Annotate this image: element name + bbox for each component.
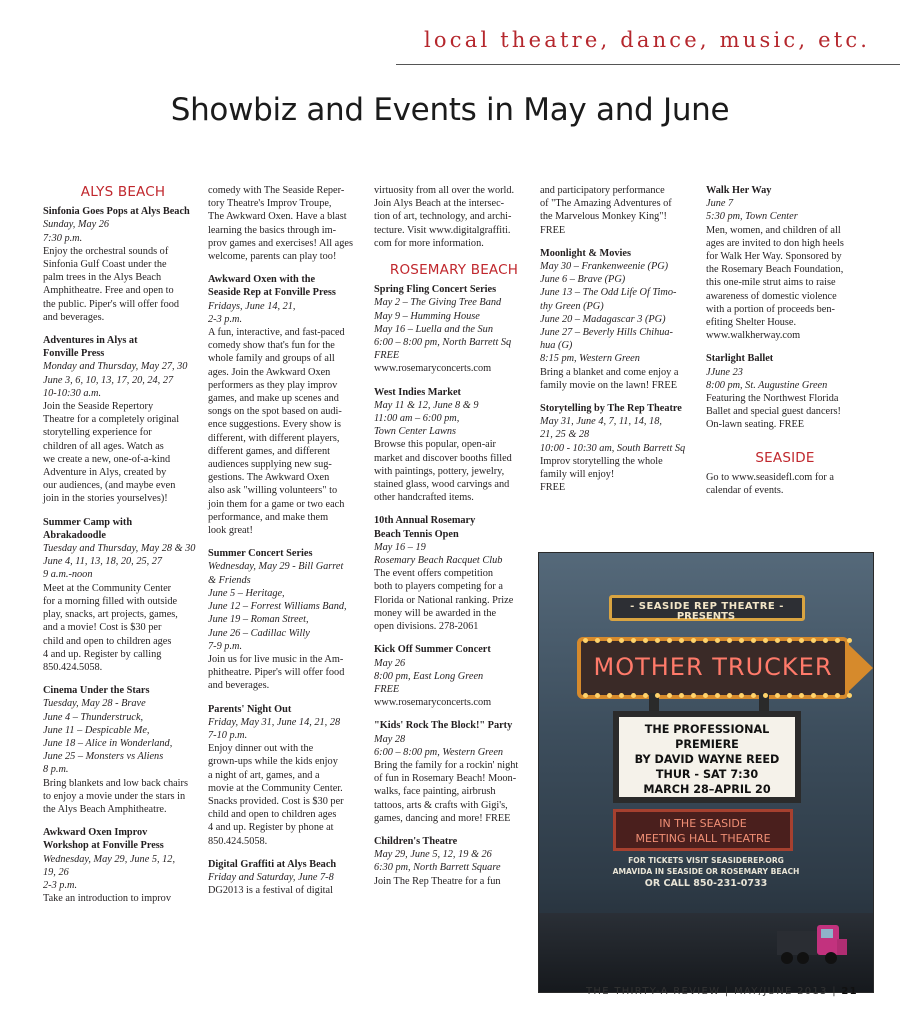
event-listing bbox=[374, 514, 534, 633]
event-date-time: Wednesday, May 29, June 5, 12, 19, 26 2-3 p.m. bbox=[43, 853, 176, 891]
column-1 bbox=[43, 186, 203, 915]
event-date-time: Friday and Saturday, June 7-8 bbox=[208, 871, 334, 883]
event-date-time: May 28 6:00 – 8:00 pm, Western Green bbox=[374, 733, 504, 758]
event-date-time: JJune 23 8:00 pm, St. Augustine Green bbox=[706, 366, 828, 391]
marquee-bulb bbox=[835, 693, 840, 698]
event-title: Walk Her Way bbox=[706, 185, 772, 196]
ticket-line: OR CALL 850-231-0733 bbox=[644, 878, 768, 889]
event-date-time: June 7 5:30 pm, Town Center bbox=[706, 198, 798, 223]
marquee-bulb bbox=[691, 638, 696, 643]
event-listing bbox=[374, 643, 534, 709]
event-date-time: May 16 – 19 Rosemary Beach Racquet Club bbox=[374, 541, 503, 567]
event-date-time: May 29, June 5, 12, 19 & 26 6:30 pm, North Barrett Square bbox=[374, 849, 501, 874]
event-date-time: Friday, May 31, June 14, 21, 28 7-10 p.m. bbox=[208, 716, 341, 741]
event-date-time: Tuesday, May 28 - Brave June 4 – Thunderstruck, June 11 – Despicable Me, June 18 – Alice in Wonderland, June 25 – Monsters vs Aliens 8 p.m. bbox=[43, 698, 173, 776]
event-description: Men, women, and children of all ages are invited to don high heels for Walk Her Way. Sponsored by the Rosemary Beach Foundation, this one-mile strut aims to raise awareness of domestic violence with a portion of proceeds ben- efiting Shelter House. www.walkherway.com bbox=[706, 224, 844, 342]
event-description: Meet at the Community Center for a morning filled with outside play, snacks, art projects, games, and a movie! Cost is $30 per child and open to children ages 4 and up. Register by calling 850.424.5058. bbox=[43, 582, 178, 673]
event-title: Sinfonia Goes Pops at Alys Beach bbox=[43, 206, 190, 218]
event-description: Take an introduction to improv bbox=[43, 893, 171, 905]
event-title: Parents' Night Out bbox=[208, 703, 292, 715]
board-line: MARCH 28–APRIL 20 bbox=[643, 783, 771, 796]
marquee-bulb bbox=[775, 638, 780, 643]
event-title: Adventures in Alys at Fonville Press bbox=[43, 335, 138, 360]
event-description: Enjoy dinner out with the grown-ups while the kids enjoy a night of art, games, and a movie at the Community Center. Snacks provided. Cost is $30 per child and open to children ages 4 and up. Register by phone at 850.424.5058. bbox=[208, 743, 344, 847]
event-description: The event offers competition both to players competing for a Florida or National ranking. Prize money will be awarded in the open divisions. 278-2061 bbox=[374, 568, 514, 633]
marquee-bulb bbox=[763, 638, 768, 643]
board-line: THUR - SAT 7:30 bbox=[655, 768, 759, 781]
event-listing bbox=[540, 247, 700, 392]
poster-venue-sign bbox=[613, 809, 793, 851]
event-date-time: May 26 8:00 pm, East Long Green FREE bbox=[374, 657, 484, 695]
seaside-text: Go to www.seasidefl.com for a calendar of events. bbox=[706, 471, 835, 497]
event-description: Improv storytelling the whole family will enjoy! FREE bbox=[540, 455, 663, 494]
marquee-bulb bbox=[739, 693, 744, 698]
event-date-time: Fridays, June 14, 21, 2-3 p.m. bbox=[208, 300, 296, 325]
marquee-bulb bbox=[823, 638, 828, 643]
column-3 bbox=[374, 184, 534, 898]
event-listing bbox=[374, 835, 534, 888]
event-listing bbox=[43, 516, 203, 674]
truck-illustration bbox=[775, 921, 849, 967]
event-title: 10th Annual Rosemary Beach Tennis Open bbox=[374, 515, 476, 540]
event-description: www.rosemaryconcerts.com bbox=[374, 697, 492, 709]
venue-line: MEETING HALL THEATRE bbox=[635, 832, 771, 845]
event-description: Bring blankets and low back chairs to enjoy a movie under the stars in the Alys Beach Amphitheatre. bbox=[43, 777, 188, 815]
marquee-bulb bbox=[667, 693, 672, 698]
marquee-bulb bbox=[715, 693, 720, 698]
event-description: Bring the family for a rockin' night of fun in Rosemary Beach! Moon- walks, face painting, airbrush tattoos, arts & crafts with Gigi's, games, dancing and more! FREE bbox=[374, 759, 519, 824]
poster-ticket-info bbox=[539, 855, 873, 891]
event-description: A fun, interactive, and fast-paced comedy show that's fun for the whole family and groups of all ages. Join the Awkward Oxen performers as they play improv games, and make up scenes and songs on the spot based on audi- ence suggestions. Every show is different, with different players, different games, and different audiences supplying new sug- gestions. The Awkward Oxen also ask "willing volunteers" to join them for a game or two each performance, and make them look great! bbox=[208, 327, 345, 537]
marquee-bulb bbox=[619, 693, 624, 698]
event-description: DG2013 is a festival of digital bbox=[208, 885, 333, 897]
banner-rule bbox=[396, 64, 900, 65]
event-date-time: Monday and Thursday, May 27, 30 June 3, 6, 10, 13, 17, 20, 24, 27 10-10:30 a.m. bbox=[43, 361, 188, 399]
event-title: West Indies Market bbox=[374, 386, 461, 398]
event-title: Children's Theatre bbox=[374, 835, 458, 847]
marquee-bulb bbox=[643, 638, 648, 643]
marquee-bulb bbox=[835, 638, 840, 643]
marquee-bulb bbox=[607, 638, 612, 643]
marquee-bulb bbox=[679, 693, 684, 698]
marquee-bulb bbox=[787, 638, 792, 643]
event-listing bbox=[208, 858, 368, 898]
marquee-bulb bbox=[703, 693, 708, 698]
event-date-time: Sunday, May 26 7:30 p.m. bbox=[43, 219, 110, 244]
event-listing bbox=[374, 386, 534, 505]
ticket-line: FOR TICKETS VISIT SEASIDEREP.ORG bbox=[628, 856, 784, 865]
event-description: Featuring the Northwest Florida Ballet and special guest dancers! On-lawn seating. FREE bbox=[706, 393, 841, 431]
continued-text: virtuosity from all over the world. Join Alys Beach at the intersec- tion of art, technology, and archi- tecture. Visit www.digitalgraffiti. com for more information. bbox=[374, 185, 515, 249]
event-title: Cinema Under the Stars bbox=[43, 685, 150, 697]
marquee-bulb bbox=[583, 638, 588, 643]
event-title: Awkward Oxen with the Seaside Rep at Fonville Press bbox=[208, 274, 336, 299]
marquee-bulb bbox=[595, 638, 600, 643]
event-listing bbox=[540, 402, 700, 494]
column-5 bbox=[706, 184, 864, 497]
event-description: Browse this popular, open-air market and discover booths filled with paintings, pottery, jewelry, stained glass, wood carvings and other handcrafted items. bbox=[374, 439, 512, 504]
poster-theatre-sign: - SEASIDE REP THEATRE - bbox=[609, 595, 805, 621]
event-title: Digital Graffiti at Alys Beach bbox=[208, 858, 337, 870]
event-date-time: Tuesday and Thursday, May 28 & 30 June 4, 11, 13, 18, 20, 25, 27 9 a.m.-noon bbox=[43, 543, 196, 581]
event-listing bbox=[208, 547, 368, 692]
marquee-bulb bbox=[679, 638, 684, 643]
event-listing bbox=[43, 334, 203, 506]
event-listing bbox=[208, 273, 368, 537]
marquee-bulb bbox=[703, 638, 708, 643]
venue-line: IN THE SEASIDE bbox=[659, 817, 747, 830]
event-description: Bring a blanket and come enjoy a family movie on the lawn! FREE bbox=[540, 366, 679, 391]
column-4 bbox=[540, 184, 700, 504]
event-title: Summer Concert Series bbox=[208, 548, 313, 560]
marquee-bulb bbox=[763, 693, 768, 698]
event-description: www.rosemaryconcerts.com bbox=[374, 363, 492, 375]
marquee-bulb bbox=[667, 638, 672, 643]
column-2 bbox=[208, 184, 368, 907]
event-title: "Kids' Rock The Block!" Party bbox=[374, 720, 513, 732]
marquee-bulb bbox=[655, 693, 660, 698]
marquee-bulb bbox=[619, 638, 624, 643]
marquee-bulb bbox=[595, 693, 600, 698]
event-description: Join The Rep Theatre for a fun bbox=[374, 875, 501, 887]
event-title: Spring Fling Concert Series bbox=[374, 284, 497, 296]
poster-marquee-board bbox=[613, 711, 801, 803]
marquee-bulb bbox=[811, 638, 816, 643]
marquee-bulb bbox=[775, 693, 780, 698]
marquee-bulb bbox=[655, 638, 660, 643]
event-title: Awkward Oxen Improv Workshop at Fonville Press bbox=[43, 827, 164, 852]
footer-publication: THE THIRTY-A REVIEW | MAY/JUNE 2013 | bbox=[586, 986, 842, 997]
marquee-bulb bbox=[727, 638, 732, 643]
event-date-time: May 11 & 12, June 8 & 9 11:00 am – 6:00 pm, Town Center Lawns bbox=[374, 399, 479, 438]
page-number: 21 bbox=[841, 986, 858, 997]
board-line: THE PROFESSIONAL bbox=[644, 723, 770, 736]
event-description: Enjoy the orchestral sounds of Sinfonia Gulf Coast under the palm trees in the Alys Beach Amphitheatre. Free and open to the public. Piper's will offer food and beverages. bbox=[43, 245, 180, 323]
marquee-bulb bbox=[643, 693, 648, 698]
event-listing bbox=[43, 205, 203, 324]
event-listing bbox=[706, 184, 864, 342]
marquee-bulb bbox=[631, 693, 636, 698]
event-description: Join us for live music in the Am- phitheatre. Piper's will offer food and beverages. bbox=[208, 653, 345, 692]
event-date-time: Wednesday, May 29 - Bill Garret & Friends June 5 – Heritage, June 12 – Forrest Williams Band, June 19 – Roman Street, June 26 – Cadillac Willy 7-9 p.m. bbox=[208, 561, 347, 652]
event-listing bbox=[374, 719, 534, 825]
event-date-time: May 31, June 4, 7, 11, 14, 18, 21, 25 & 28 10:00 - 10:30 am, South Barrett Sq bbox=[540, 416, 686, 454]
poster-presents: PRESENTS bbox=[676, 611, 736, 622]
event-listing bbox=[43, 826, 203, 905]
event-description: Join the Seaside Repertory Theatre for a completely original storytelling experience for children of all ages. Watch as we create a new, one-of-a-kind Adventure in Alys, created by our audiences, (and maybe even join in the stories yourselves)! bbox=[43, 401, 180, 505]
banner-text: local theatre, dance, music, etc. bbox=[424, 28, 871, 52]
event-date-time: May 2 – The Giving Tree Band May 9 – Humming House May 16 – Luella and the Sun 6:00 – 8:00 pm, North Barrett Sq FREE bbox=[374, 297, 512, 362]
event-listing bbox=[43, 684, 203, 816]
marquee-bulb bbox=[631, 638, 636, 643]
marquee-bulb bbox=[799, 693, 804, 698]
mother-trucker-poster bbox=[538, 552, 874, 993]
section-banner bbox=[396, 28, 900, 52]
event-listing bbox=[706, 352, 864, 431]
marquee-bulb bbox=[847, 638, 852, 643]
page-footer bbox=[586, 986, 858, 997]
marquee-bulb bbox=[739, 638, 744, 643]
page-title: Showbiz and Events in May and June bbox=[170, 92, 730, 128]
marquee-bulb bbox=[607, 693, 612, 698]
section-heading-seaside: SEASIDE bbox=[755, 449, 815, 466]
board-line: PREMIERE bbox=[675, 738, 739, 751]
event-title: Starlight Ballet bbox=[706, 353, 774, 365]
marquee-bulb bbox=[823, 693, 828, 698]
marquee-bulb bbox=[691, 693, 696, 698]
marquee-bulb bbox=[583, 693, 588, 698]
event-title: Moonlight & Movies bbox=[540, 247, 631, 259]
marquee-bulb bbox=[727, 693, 732, 698]
marquee-bulb bbox=[751, 693, 756, 698]
section-heading-rosemary-beach: ROSEMARY BEACH bbox=[389, 262, 519, 279]
continued-text: and participatory performance of "The Amazing Adventures of the Marvelous Monkey King"! FREE bbox=[540, 185, 672, 236]
marquee-bulb bbox=[811, 693, 816, 698]
poster-arrow-sign bbox=[577, 637, 849, 699]
board-line: BY DAVID WAYNE REED bbox=[634, 753, 780, 766]
event-title: Storytelling by The Rep Theatre bbox=[540, 403, 682, 415]
event-date-time: May 30 – Frankenweenie (PG) June 6 – Brave (PG) June 13 – The Odd Life Of Timo- thy Green (PG) June 20 – Madagascar 3 (PG) June 27 – Beverly Hills Chihua- hua (G) 8:15 pm, Western Green bbox=[540, 261, 677, 365]
marquee-bulb bbox=[787, 693, 792, 698]
event-title: Kick Off Summer Concert bbox=[374, 644, 491, 656]
event-title: Summer Camp with Abrakadoodle bbox=[43, 516, 133, 541]
ticket-line: AMAVIDA IN SEASIDE OR ROSEMARY BEACH bbox=[612, 867, 800, 876]
event-listing bbox=[374, 283, 534, 375]
marquee-bulb bbox=[751, 638, 756, 643]
section-heading-alys-beach: ALYS BEACH bbox=[80, 184, 166, 200]
poster-show-title: MOTHER TRUCKER bbox=[593, 653, 833, 681]
event-listing bbox=[208, 703, 368, 848]
continued-text: comedy with The Seaside Reper- tory Theatre's Improv Troupe, The Awkward Oxen. Have a blast learning the basics through im- prov games and exercises! All ages welcome, parents can play too! bbox=[208, 185, 353, 263]
marquee-bulb bbox=[847, 693, 852, 698]
marquee-bulb bbox=[799, 638, 804, 643]
marquee-bulb bbox=[715, 638, 720, 643]
